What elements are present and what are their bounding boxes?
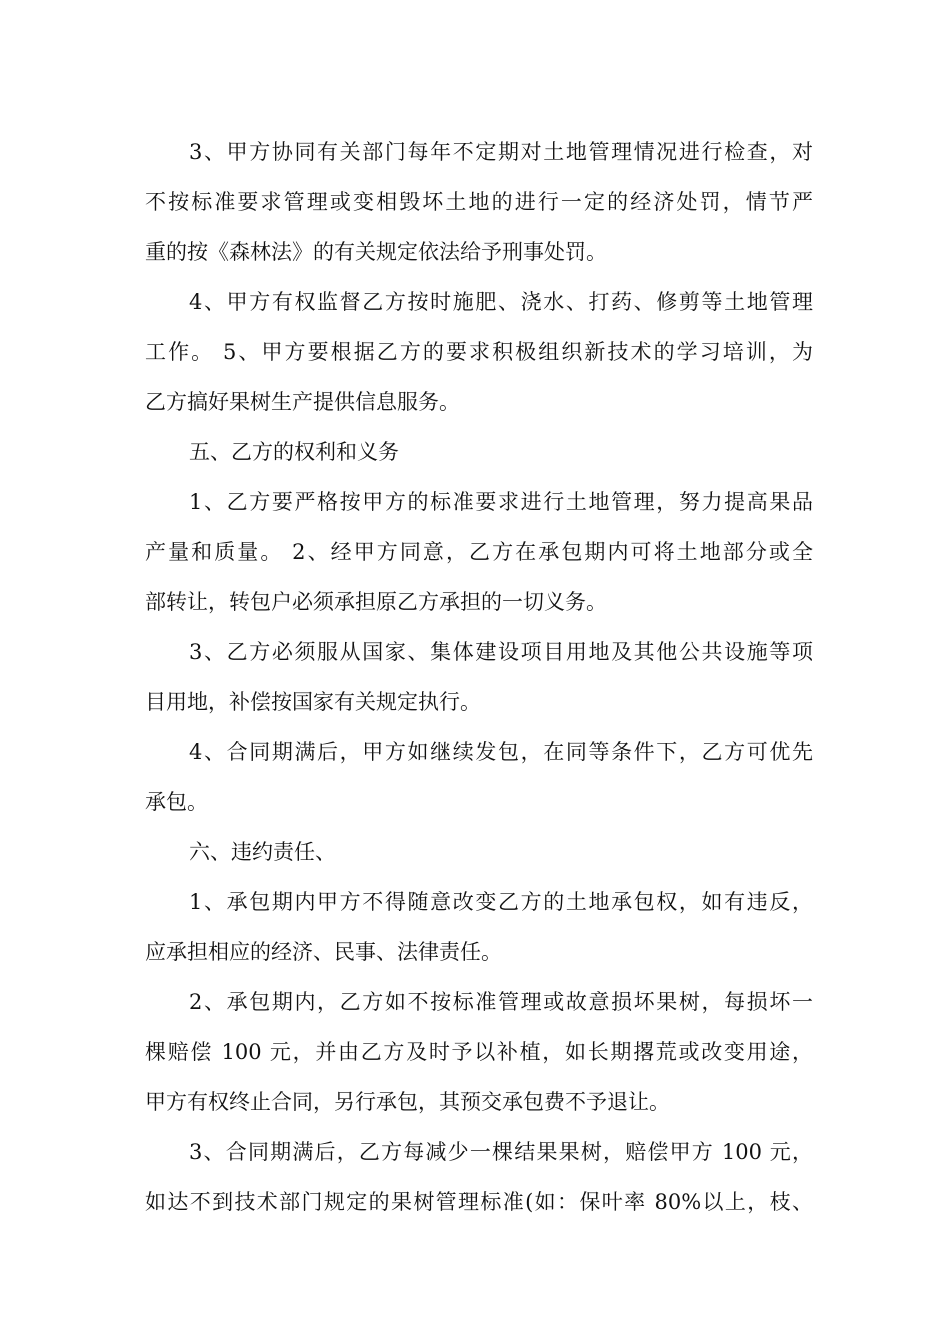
text-line: 产量和质量。 2、经甲方同意，乙方在承包期内可将土地部分或全 — [145, 540, 813, 564]
text-line: 工作。 5、甲方要根据乙方的要求积极组织新技术的学习培训，为 — [145, 340, 813, 364]
text-line: 3、乙方必须服从国家、集体建设项目用地及其他公共设施等项 — [189, 640, 813, 664]
text-line: 棵赔偿 100 元，并由乙方及时予以补植，如长期撂荒或改变用途， — [145, 1040, 813, 1064]
text-line: 重的按《森林法》的有关规定依法给予刑事处罚。 — [145, 240, 607, 264]
text-line: 目用地，补偿按国家有关规定执行。 — [145, 690, 481, 714]
contract-text — [145, 127, 813, 1227]
section-heading: 六、违约责任、 — [189, 840, 336, 864]
text-line: 1、承包期内甲方不得随意改变乙方的土地承包权，如有违反， — [189, 890, 813, 914]
text-line: 1、乙方要严格按甲方的标准要求进行土地管理，努力提高果品 — [189, 490, 813, 514]
text-line: 承包。 — [145, 790, 208, 814]
text-line: 2、承包期内，乙方如不按标准管理或故意损坏果树，每损坏一 — [189, 990, 813, 1014]
text-line: 应承担相应的经济、民事、法律责任。 — [145, 940, 502, 964]
text-line: 3、甲方协同有关部门每年不定期对土地管理情况进行检查，对 — [189, 140, 813, 164]
text-line: 部转让，转包户必须承担原乙方承担的一切义务。 — [145, 590, 607, 614]
section-heading: 五、乙方的权利和义务 — [189, 440, 399, 464]
text-line: 3、合同期满后，乙方每减少一棵结果果树，赔偿甲方 100 元， — [189, 1140, 813, 1164]
text-line: 不按标准要求管理或变相毁坏土地的进行一定的经济处罚，情节严 — [145, 190, 813, 214]
text-line: 甲方有权终止合同，另行承包，其预交承包费不予退让。 — [145, 1090, 670, 1114]
text-line: 如达不到技术部门规定的果树管理标准(如：保叶率 80%以上，枝、 — [145, 1190, 813, 1214]
text-line: 乙方搞好果树生产提供信息服务。 — [145, 390, 460, 414]
text-line: 4、合同期满后，甲方如继续发包，在同等条件下，乙方可优先 — [189, 740, 813, 764]
text-line: 4、甲方有权监督乙方按时施肥、浇水、打药、修剪等土地管理 — [189, 290, 813, 314]
